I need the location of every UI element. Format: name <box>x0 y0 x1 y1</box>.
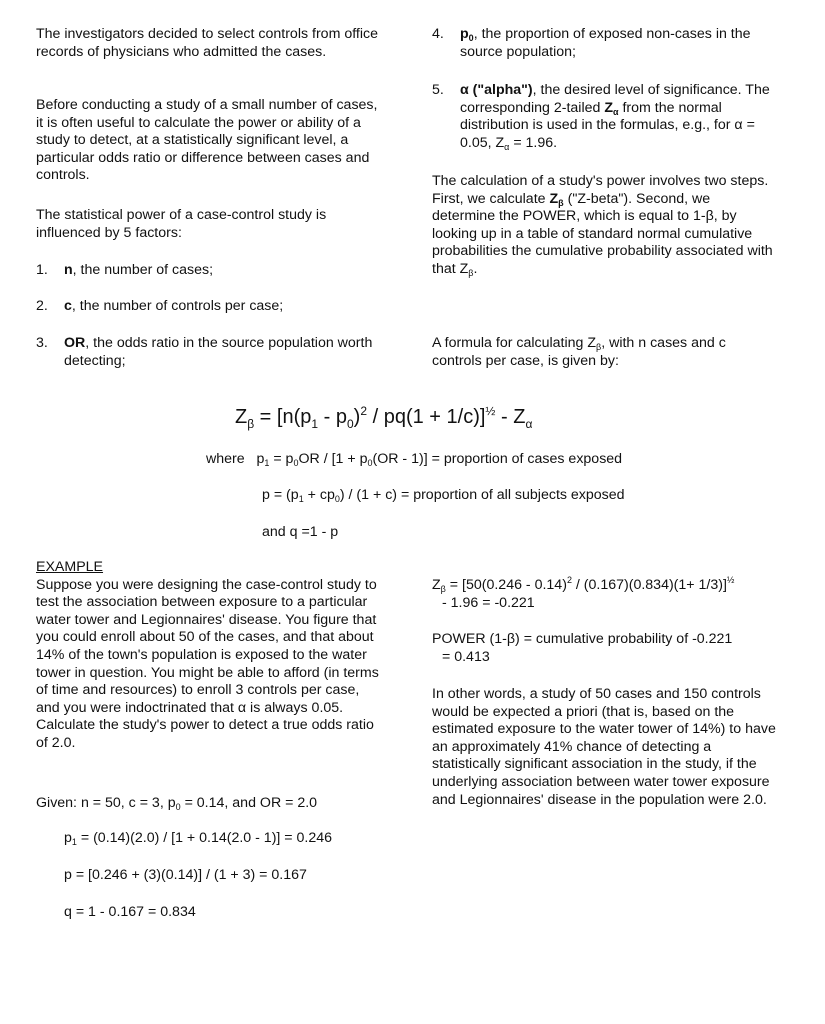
paragraph-factors-intro: The statistical power of a case-control study is influenced by 5 factors: <box>36 207 327 241</box>
definition-p1: where $p_1 = p_0OR / [1 + p_0(OR - 1)]$ = proportion of cases exposed <box>206 451 623 468</box>
factor-item-alpha: 5. α ("alpha"), the desired level of significance. The corresponding 2-tailed $Z_\alpha$ from the normal distribution is used in the formulas, e.g., for α = 0.05, $Z_\alpha = 1.96$. <box>432 82 770 152</box>
example-text: Suppose you were designing the case-control study to test the association between exposure to a particular water tower and Legionnaires' disease. You figure that you could enroll about 50 of the cases, and that about 14% of the town's population is exposed to the water tower in question. You might be able to afford (in terms of time and resources) to enroll 3 controls per case, and you were indoctrinated that α is always 0.05. Calculate the study's power to detect a true odds ratio of 2.0. <box>36 576 379 751</box>
paragraph-power-calculation: The calculation of a study's power involves two steps. First, we calculate $Z_\beta$ ("Z-beta"). Second, we determine the POWER, which is equal to 1-β, by looking up in a table of standard normal cumulative probabilities the cumulative probability associated with that $Z_\beta$. <box>432 173 773 278</box>
paragraph-formula-intro: A formula for calculating $Z_\beta$, with n cases and c controls per case, is given by: <box>432 335 726 369</box>
example-conclusion: In other words, a study of 50 cases and 150 controls would be expected a priori (that is, based on the estimated exposure to the water tower of 14%) to have an approximately 41% chance of detecting a statistically significant association in the study, if the underlying association between water tower exposure and Legionnaires' disease in the population were 2.0. <box>432 686 776 808</box>
example-power-result: POWER (1-β) = cumulative probability of -0.221 = 0.413 <box>432 631 733 665</box>
paragraph-power-intro: Before conducting a study of a small number of cases, it is often useful to calculate the power or ability of a study to detect, at a statistically significant level, a particular odds ratio or difference between cases and controls. <box>36 97 378 184</box>
factor-item-c: 2. c, the number of controls per case; <box>36 298 284 314</box>
factor-item-n: 1. n, the number of cases; <box>36 262 214 278</box>
paragraph-controls-selection: The investigators decided to select controls from office records of physicians who admitted the cases. <box>36 26 378 60</box>
definition-q: and q =1 - p <box>262 524 339 540</box>
example-calc-q: q = 1 - 0.167 = 0.834 <box>64 904 196 920</box>
factor-item-p0: 4. $p_0$, the proportion of exposed non-cases in the source population; <box>432 26 751 60</box>
factor-item-or: 3. OR, the odds ratio in the source population worth detecting; <box>36 335 373 369</box>
main-formula: $Z_\beta = [n(p_1 - p_0)^2 / pq(1 + 1/c)]^{\frac{1}{2}} - Z_\alpha$ <box>235 404 533 431</box>
example-calc-p1: $p_1 = (0.14)(2.0) / [1 + 0.14(2.0 - 1)] = 0.246$ <box>64 830 333 847</box>
example-heading: EXAMPLE <box>36 559 104 575</box>
example-given: Given: n = 50, c = 3, $p_0 = 0.14$, and OR = 2.0 <box>36 795 318 812</box>
example-section <box>36 559 381 753</box>
example-calc-p: p = [0.246 + (3)(0.14)] / (1 + 3) = 0.167 <box>64 867 307 883</box>
definition-p: $p = (p_1 + cp_0) / (1 + c)$ = proportion of all subjects exposed <box>262 487 625 504</box>
example-zb-result: $Z_\beta = [50(0.246 - 0.14)^2 / (0.167)(0.834)(1+ 1/3)]^{\frac{1}{2}}$ - 1.96 = -0.221 <box>432 575 735 611</box>
